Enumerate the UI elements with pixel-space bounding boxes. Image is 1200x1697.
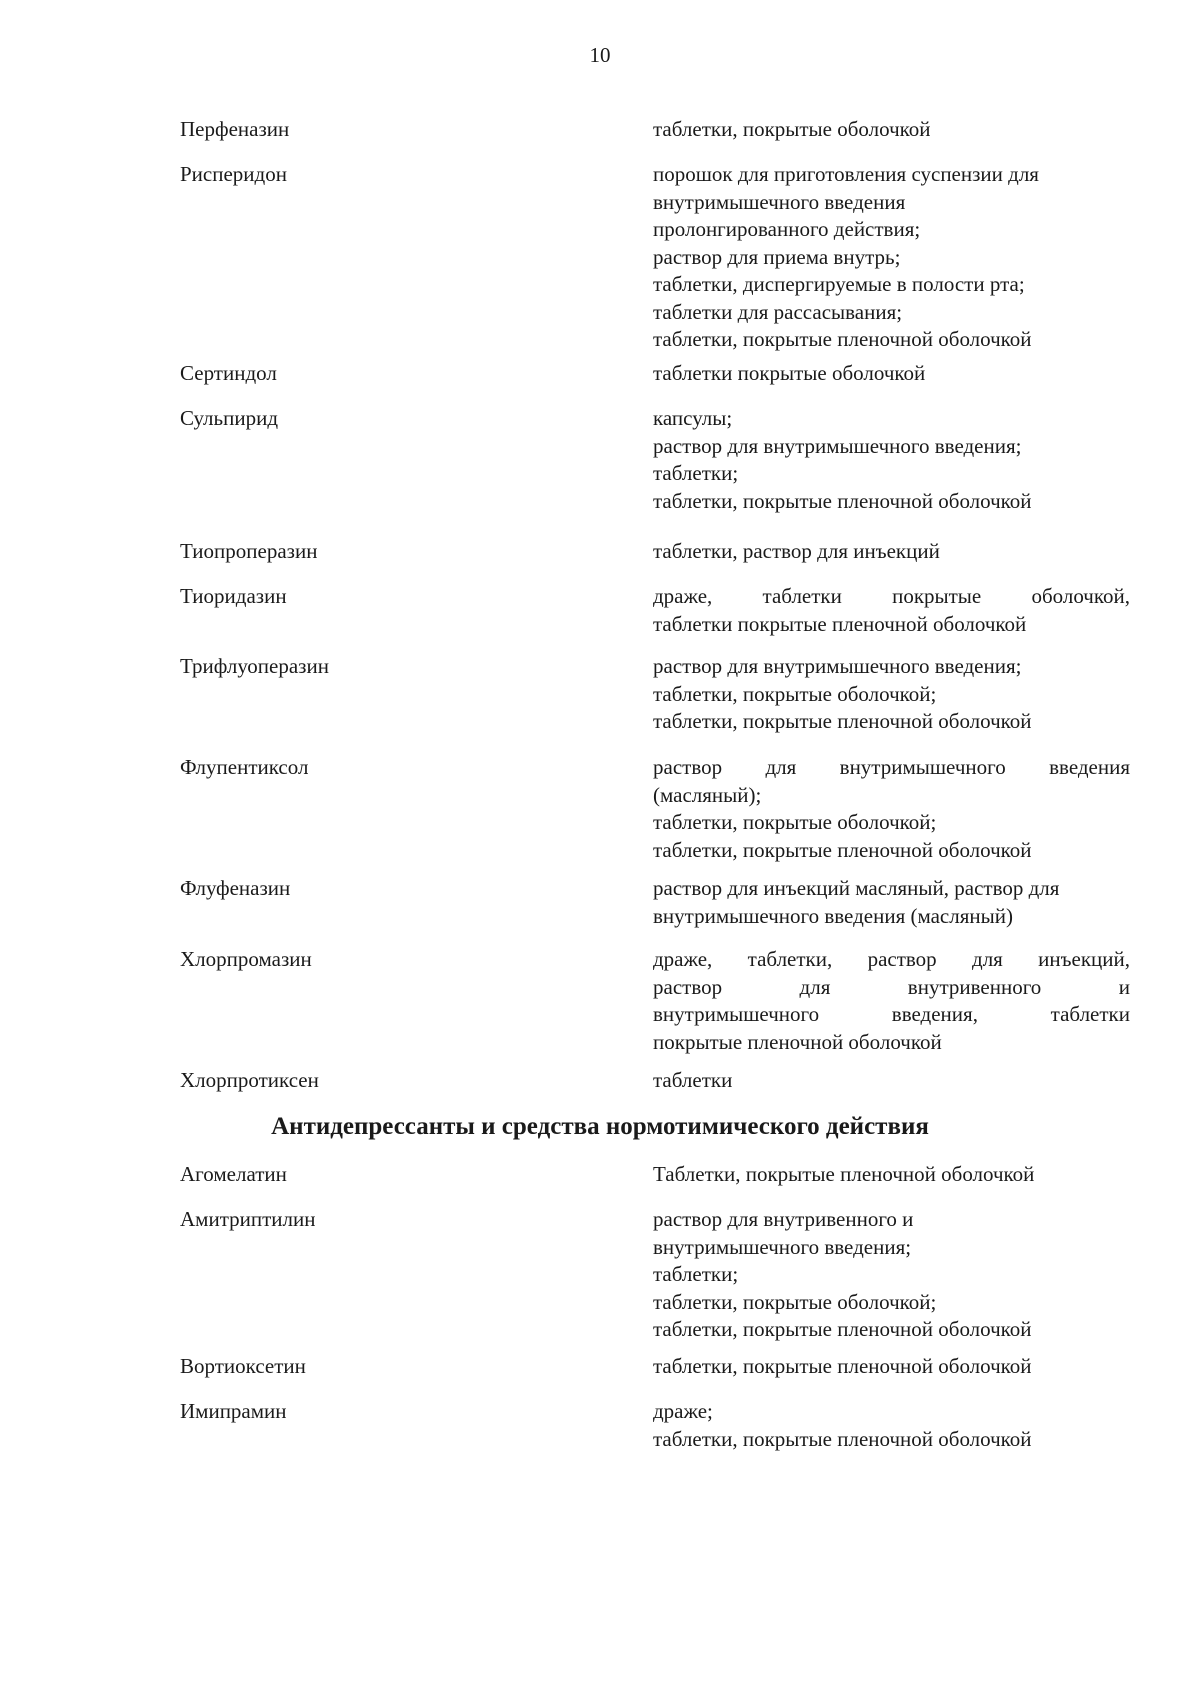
dosage-form-line: внутримышечного введения; (653, 1234, 912, 1259)
dosage-form-line: (масляный); (653, 782, 762, 807)
dosage-form-line: таблетки для рассасывания; (653, 299, 903, 324)
dosage-form-line: раствор для приема внутрь; (653, 244, 901, 269)
dosage-form-line: таблетки, покрытые оболочкой; (653, 1289, 937, 1314)
dosage-forms (653, 116, 1130, 144)
dosage-form-line: раствор для внутримышечного введения (653, 755, 1130, 779)
drug-name: Имипрамин (180, 1399, 287, 1423)
dosage-form-line: таблетки, покрытые пленочной оболочкой (653, 1426, 1032, 1451)
dosage-form-line: драже, таблетки покрытые оболочкой, (653, 584, 1130, 608)
dosage-forms (653, 875, 1130, 930)
dosage-form-line: драже, таблетки, раствор для инъекций, (653, 947, 1130, 971)
drug-name: Сульпирид (180, 406, 279, 430)
dosage-forms (653, 583, 1130, 638)
section-heading: Антидепрессанты и средства нормотимического действия (271, 1113, 929, 1140)
drug-name: Хлорпротиксен (180, 1068, 319, 1092)
dosage-form-line: раствор для внутримышечного введения; (653, 654, 1022, 678)
dosage-forms (653, 1067, 1130, 1095)
dosage-form-line: капсулы; (653, 406, 733, 430)
drug-name: Тиопроперазин (180, 539, 318, 563)
dosage-form-line: внутримышечного введения, таблетки (653, 1002, 1130, 1026)
drug-name: Рисперидон (180, 162, 287, 186)
drug-name: Флупентиксол (180, 755, 309, 779)
dosage-forms (653, 1398, 1130, 1453)
drug-name: Трифлуоперазин (180, 654, 329, 678)
drug-name: Амитриптилин (180, 1207, 316, 1231)
dosage-form-line: Таблетки, покрытые пленочной оболочкой (653, 1162, 1035, 1186)
dosage-form-line: таблетки покрытые пленочной оболочкой (653, 611, 1027, 636)
dosage-form-line: таблетки, покрытые пленочной оболочкой (653, 1317, 1032, 1341)
dosage-form-line: таблетки покрытые оболочкой (653, 361, 926, 385)
dosage-forms (653, 1161, 1130, 1189)
drug-name: Перфеназин (180, 117, 290, 141)
dosage-form-line: раствор для внутривенного и (653, 974, 1130, 999)
dosage-forms (653, 405, 1130, 515)
dosage-form-line: таблетки, покрытые оболочкой; (653, 681, 937, 706)
dosage-form-line: таблетки; (653, 1262, 739, 1286)
dosage-forms (653, 1206, 1130, 1344)
drug-name: Вортиоксетин (180, 1354, 306, 1378)
dosage-form-line: таблетки, покрытые пленочной оболочкой (653, 1354, 1032, 1378)
dosage-forms (653, 653, 1130, 736)
dosage-form-line: таблетки, диспергируемые в полости рта; (653, 272, 1025, 296)
dosage-form-line: драже; (653, 1399, 713, 1423)
dosage-form-line: таблетки (653, 1068, 733, 1092)
drug-name: Агомелатин (180, 1162, 287, 1186)
dosage-form-line: таблетки, покрытые пленочной оболочкой (653, 488, 1032, 513)
dosage-form-line: раствор для инъекций масляный, раствор для (653, 876, 1060, 900)
dosage-form-line: порошок для приготовления суспензии для (653, 162, 1039, 186)
dosage-forms (653, 161, 1130, 354)
dosage-form-line: раствор для внутривенного и (653, 1207, 914, 1231)
dosage-form-line: таблетки, покрытые оболочкой (653, 117, 931, 141)
dosage-forms (653, 1353, 1130, 1381)
dosage-form-line: таблетки, покрытые оболочкой; (653, 810, 937, 834)
drug-name: Хлорпромазин (180, 947, 312, 971)
dosage-form-line: внутримышечного введения (653, 189, 906, 214)
dosage-form-line: таблетки, покрытые пленочной оболочкой (653, 709, 1032, 733)
dosage-form-line: таблетки, покрытые пленочной оболочкой (653, 327, 1032, 351)
dosage-form-line: таблетки, раствор для инъекций (653, 539, 940, 563)
dosage-form-line: покрытые пленочной оболочкой (653, 1029, 942, 1054)
dosage-forms (653, 538, 1130, 566)
dosage-forms (653, 754, 1130, 864)
dosage-form-line: таблетки, покрытые пленочной оболочкой (653, 837, 1032, 862)
dosage-forms (653, 946, 1130, 1056)
dosage-form-line: пролонгированного действия; (653, 217, 921, 241)
drug-name: Тиоридазин (180, 584, 287, 608)
dosage-form-line: таблетки; (653, 461, 739, 485)
dosage-form-line: раствор для внутримышечного введения; (653, 433, 1022, 458)
drug-name: Сертиндол (180, 361, 277, 385)
drug-name: Флуфеназин (180, 876, 291, 900)
dosage-forms (653, 360, 1130, 388)
dosage-form-line: внутримышечного введения (масляный) (653, 903, 1013, 928)
page-number: 10 (589, 43, 611, 67)
